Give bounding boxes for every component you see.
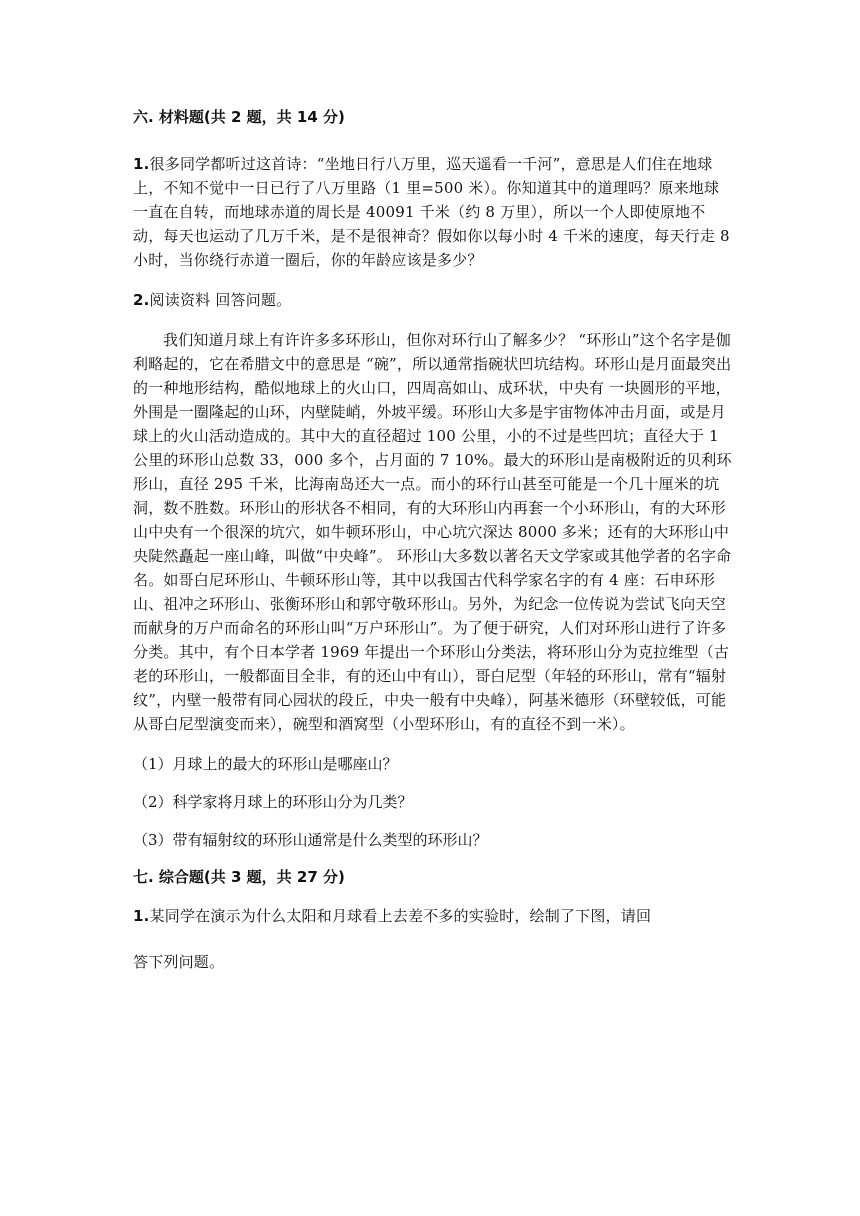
question-number: 1. bbox=[133, 155, 150, 173]
page-content bbox=[133, 104, 733, 974]
question-6-2 bbox=[133, 288, 733, 312]
reading-passage: 我们知道月球上有许许多多环形山，但你对环行山了解多少？ “环形山”这个名字是伽利略起的，它在希腊文中的意思是 “碗”，所以通常指碗状凹坑结构。环形山是月面最突出的一种地形结构，酷似地球上的火山口，四周高如山、成环状，中央有 一块圆形的平地，外围是一圈隆起的山环，内壁陡峭，外坡平缓。环形山大多是宇宙物体冲击月面，或是月球上的火山活动造成的。其中大的直径超过 100 公里，小的不过是些凹坑；直径大于 1 公里的环形山总数 33，000 多个，占月面的 7 10%。最大的环形山是南极附近的贝利环形山，直径 295 千米，比海南岛还大一点。而小的环行山甚至可能是一个几十厘米的坑洞，数不胜数。环形山的形状各不相同，有的大环形山内再套一个小环形山，有的大环形山中央有一个很深的坑穴，如牛顿环形山，中心坑穴深达 8000 多米；还有的大环形山中央陡然矗起一座山峰，叫做“中央峰”。 环形山大多数以著名天文学家或其他学者的名字命名。如哥白尼环形山、牛顿环形山等，其中以我国古代科学家名字的有 4 座：石申环形山、祖冲之环形山、张衡环形山和郭守敬环形山。另外，为纪念一位传说为尝试飞向天空而献身的万户而命名的环形山叫“万户环形山”。为了便于研究，人们对环形山进行了许多分类。其中，有个日本学者 1969 年提出一个环形山分类法，将环形山分为克拉维型（古老的环形山，一般都面目全非，有的还山中有山），哥白尼型（年轻的环形山，常有“辐射纹”，内壁一般带有同心园状的段丘，中央一般有中央峰），阿基米德形（环壁较低，可能从哥白尼型演变而来），碗型和酒窝型（小型环形山，有的直径不到一米）。 bbox=[133, 331, 732, 733]
sub-question-2: （2）科学家将月球上的环形山分为几类？ bbox=[133, 793, 413, 811]
section7-heading: 七. 综合题(共 3 题，共 27 分) bbox=[133, 868, 345, 886]
sub-question-1: （1）月球上的最大的环形山是哪座山？ bbox=[133, 755, 398, 773]
question-text: 阅读资料 回答问题。 bbox=[149, 291, 292, 309]
question-number: 2. bbox=[133, 291, 150, 309]
question-text: 很多同学都听过这首诗：“坐地日行八万里，巡天遥看一千河”，意思是人们住在地球上，不知不觉中一日已行了八万里路（1 里=500 米）。你知道其中的道理吗？原来地球一直在自转，而地球赤道的周长是 40091 千米（约 8 万里），所以一个人即使原地不动，每天也运动了几万千米，是不是很神奇？假如你以每小时 4 千米的速度，每天行走 8 小时，当你绕行赤道一圈后，你的年龄应该是多少？ bbox=[133, 155, 730, 269]
question-7-1 bbox=[133, 904, 733, 928]
question-text: 某同学在演示为什么太阳和月球看上去差不多的实验时，绘制了下图，请回 bbox=[149, 907, 652, 925]
question-number: 1. bbox=[133, 907, 150, 925]
question-7-1-continued: 答下列问题。 bbox=[133, 953, 225, 971]
section6-heading: 六. 材料题(共 2 题，共 14 分) bbox=[133, 108, 345, 126]
question-6-1 bbox=[133, 152, 733, 272]
sub-question-3: （3）带有辐射纹的环形山通常是什么类型的环形山？ bbox=[133, 831, 488, 849]
